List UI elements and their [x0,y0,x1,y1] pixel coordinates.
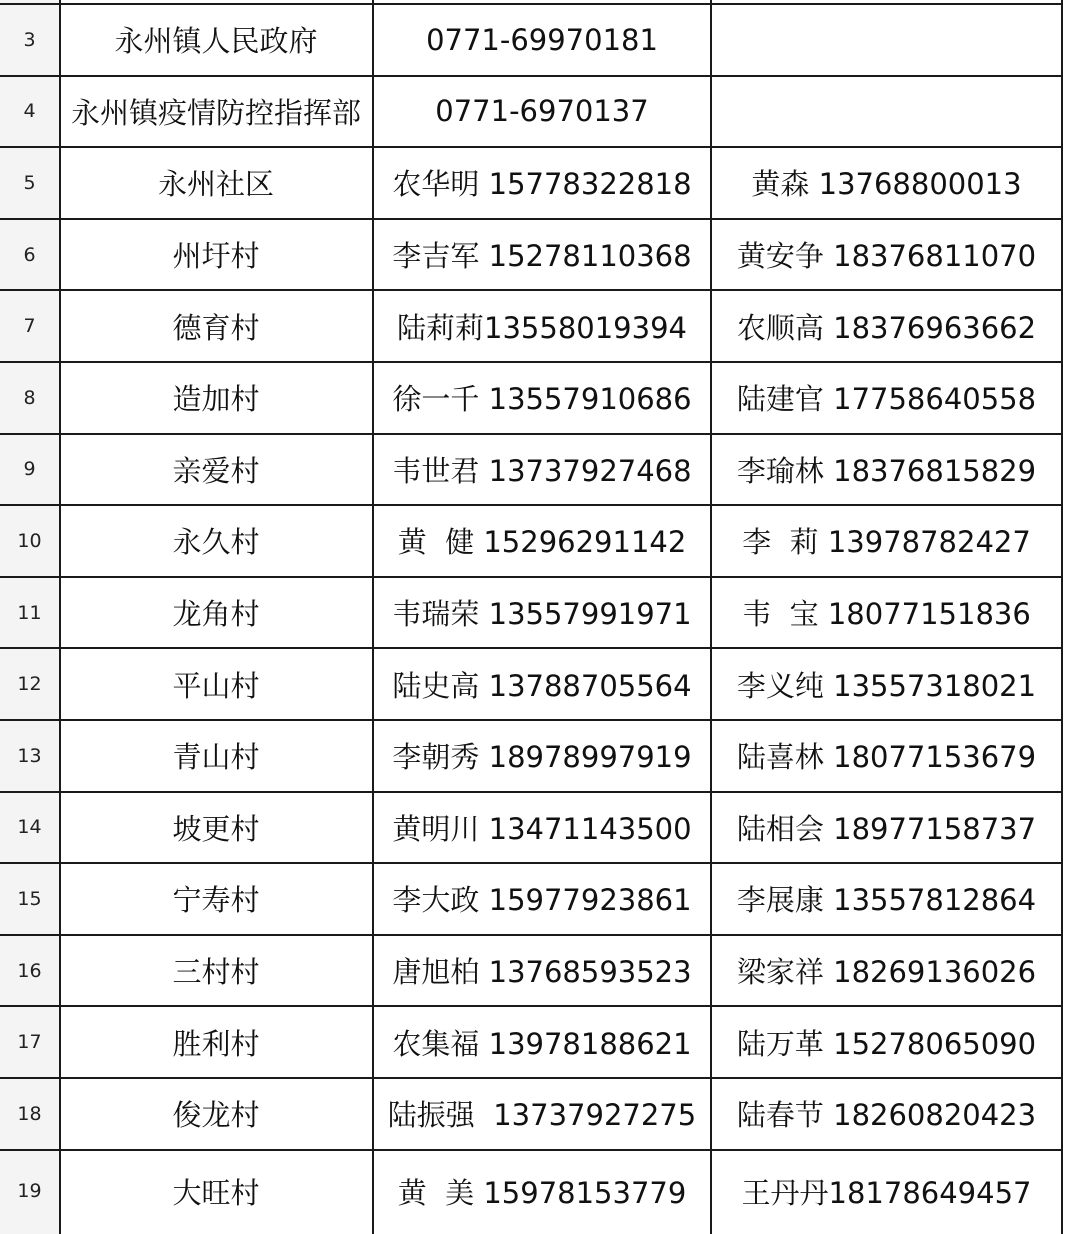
contact-2-cell: 李 莉 13978782427 [742,525,1031,560]
row-gridline [0,146,1062,148]
row-number: 7 [23,315,36,338]
contact-1-cell: 黄明川 13471143500 [392,811,692,846]
row-number: 18 [17,1102,42,1125]
unit-name-cell: 德育村 [172,310,260,345]
row-number: 17 [17,1031,42,1054]
row-gridline [0,1005,1062,1007]
contact-2-cell: 李展康 13557812864 [736,883,1037,918]
contact-1-cell: 唐旭柏 13768593523 [392,955,692,990]
contact-2-cell [711,4,1062,76]
unit-name-cell: 造加村 [172,382,260,417]
contact-2-cell: 王丹丹18178649457 [741,1175,1032,1210]
contact-2-cell: 农顺高 18376963662 [736,310,1037,345]
row-number: 11 [17,601,42,624]
unit-name-cell: 大旺村 [172,1175,260,1210]
row-number: 9 [23,458,36,481]
contact-2-cell: 黄森 13768800013 [751,167,1022,202]
row-gridline [0,504,1062,506]
row-gridline [0,791,1062,793]
contact-2-cell: 陆喜林 18077153679 [736,740,1037,775]
contact-1-cell: 陆莉莉13558019394 [397,310,687,345]
row-number: 8 [23,386,36,409]
table-row [0,648,1080,720]
row-gridline [0,289,1062,291]
column-gridline [59,0,61,1234]
unit-name-cell: 龙角村 [172,597,260,632]
unit-name-cell: 永州社区 [157,167,274,202]
row-gridline [0,3,1062,5]
row-number: 4 [23,100,36,123]
row-gridline [0,576,1062,578]
row-gridline [0,862,1062,864]
table-row [0,290,1080,362]
contact-1-cell: 0771-6970137 [435,94,649,129]
table-row [0,219,1080,291]
contact-2-cell: 陆万革 15278065090 [736,1026,1037,1061]
contact-1-cell: 黄 美 15978153779 [397,1175,687,1210]
unit-name-cell: 俊龙村 [172,1098,260,1133]
row-number: 6 [23,243,36,266]
table-row [0,1078,1080,1150]
table-row [0,1006,1080,1078]
table-row [0,577,1080,649]
table-row [0,434,1080,506]
contact-1-cell: 李大政 15977923861 [392,883,692,918]
unit-name-cell: 胜利村 [172,1026,260,1061]
unit-name-cell: 州圩村 [172,239,260,274]
contact-2-cell: 梁家祥 18269136026 [736,955,1037,990]
contact-1-cell: 陆振强 13737927275 [387,1098,697,1133]
unit-name-cell: 三村村 [172,955,260,990]
row-gridline [0,719,1062,721]
contact-1-cell: 黄 健 15296291142 [397,525,687,560]
table-row [0,720,1080,792]
row-number: 3 [23,28,36,51]
table-row [0,362,1080,434]
table-row [0,935,1080,1007]
column-gridline [1061,0,1063,1234]
row-gridline [0,75,1062,77]
contact-2-cell: 李义纯 13557318021 [736,668,1037,703]
row-gridline [0,1149,1062,1151]
unit-name-cell: 平山村 [172,668,260,703]
unit-name-cell: 永久村 [172,525,260,560]
contact-1-cell: 陆史高 13788705564 [392,668,692,703]
row-gridline [0,647,1062,649]
table-row [0,4,1080,76]
contact-2-cell: 黄安争 18376811070 [736,239,1037,274]
column-gridline [372,0,374,1234]
row-number: 12 [17,673,42,696]
row-number: 10 [17,529,42,552]
contact-2-cell: 陆建官 17758640558 [736,382,1037,417]
contact-2-cell: 李瑜林 18376815829 [736,453,1037,488]
contact-1-cell: 李吉军 15278110368 [392,239,692,274]
column-gridline [710,0,712,1234]
row-gridline [0,218,1062,220]
contact-2-cell: 韦 宝 18077151836 [742,597,1031,632]
unit-name-cell: 坡更村 [172,811,260,846]
row-number: 14 [17,816,42,839]
contact-1-cell: 徐一千 13557910686 [392,382,692,417]
row-number: 19 [17,1180,42,1203]
contact-2-cell [711,76,1062,148]
contact-1-cell: 李朝秀 18978997919 [392,740,692,775]
table-row [0,505,1080,577]
contact-2-cell: 陆相会 18977158737 [736,811,1037,846]
contact-1-cell: 韦世君 13737927468 [392,453,692,488]
unit-name-cell: 永州镇人民政府 [114,24,318,59]
contact-1-cell: 韦瑞荣 13557991971 [392,597,692,632]
row-number: 5 [23,171,36,194]
row-number: 13 [17,744,42,767]
row-gridline [0,934,1062,936]
table-row [0,863,1080,935]
unit-name-cell: 宁寿村 [172,883,260,918]
table-row [0,1150,1080,1233]
row-number: 16 [17,959,42,982]
row-gridline [0,433,1062,435]
row-number: 15 [17,887,42,910]
unit-name-cell: 亲爱村 [172,453,260,488]
unit-name-cell: 青山村 [172,740,260,775]
table-row [0,147,1080,219]
contact-1-cell: 农集福 13978188621 [392,1026,692,1061]
contact-1-cell: 农华明 15778322818 [392,167,692,202]
unit-name-cell: 永州镇疫情防控指挥部 [70,95,361,130]
row-gridline [0,361,1062,363]
contact-1-cell: 0771-69970181 [426,22,658,57]
row-gridline [0,1077,1062,1079]
table-row [0,76,1080,148]
contact-2-cell: 陆春节 18260820423 [736,1098,1037,1133]
table-row [0,792,1080,864]
